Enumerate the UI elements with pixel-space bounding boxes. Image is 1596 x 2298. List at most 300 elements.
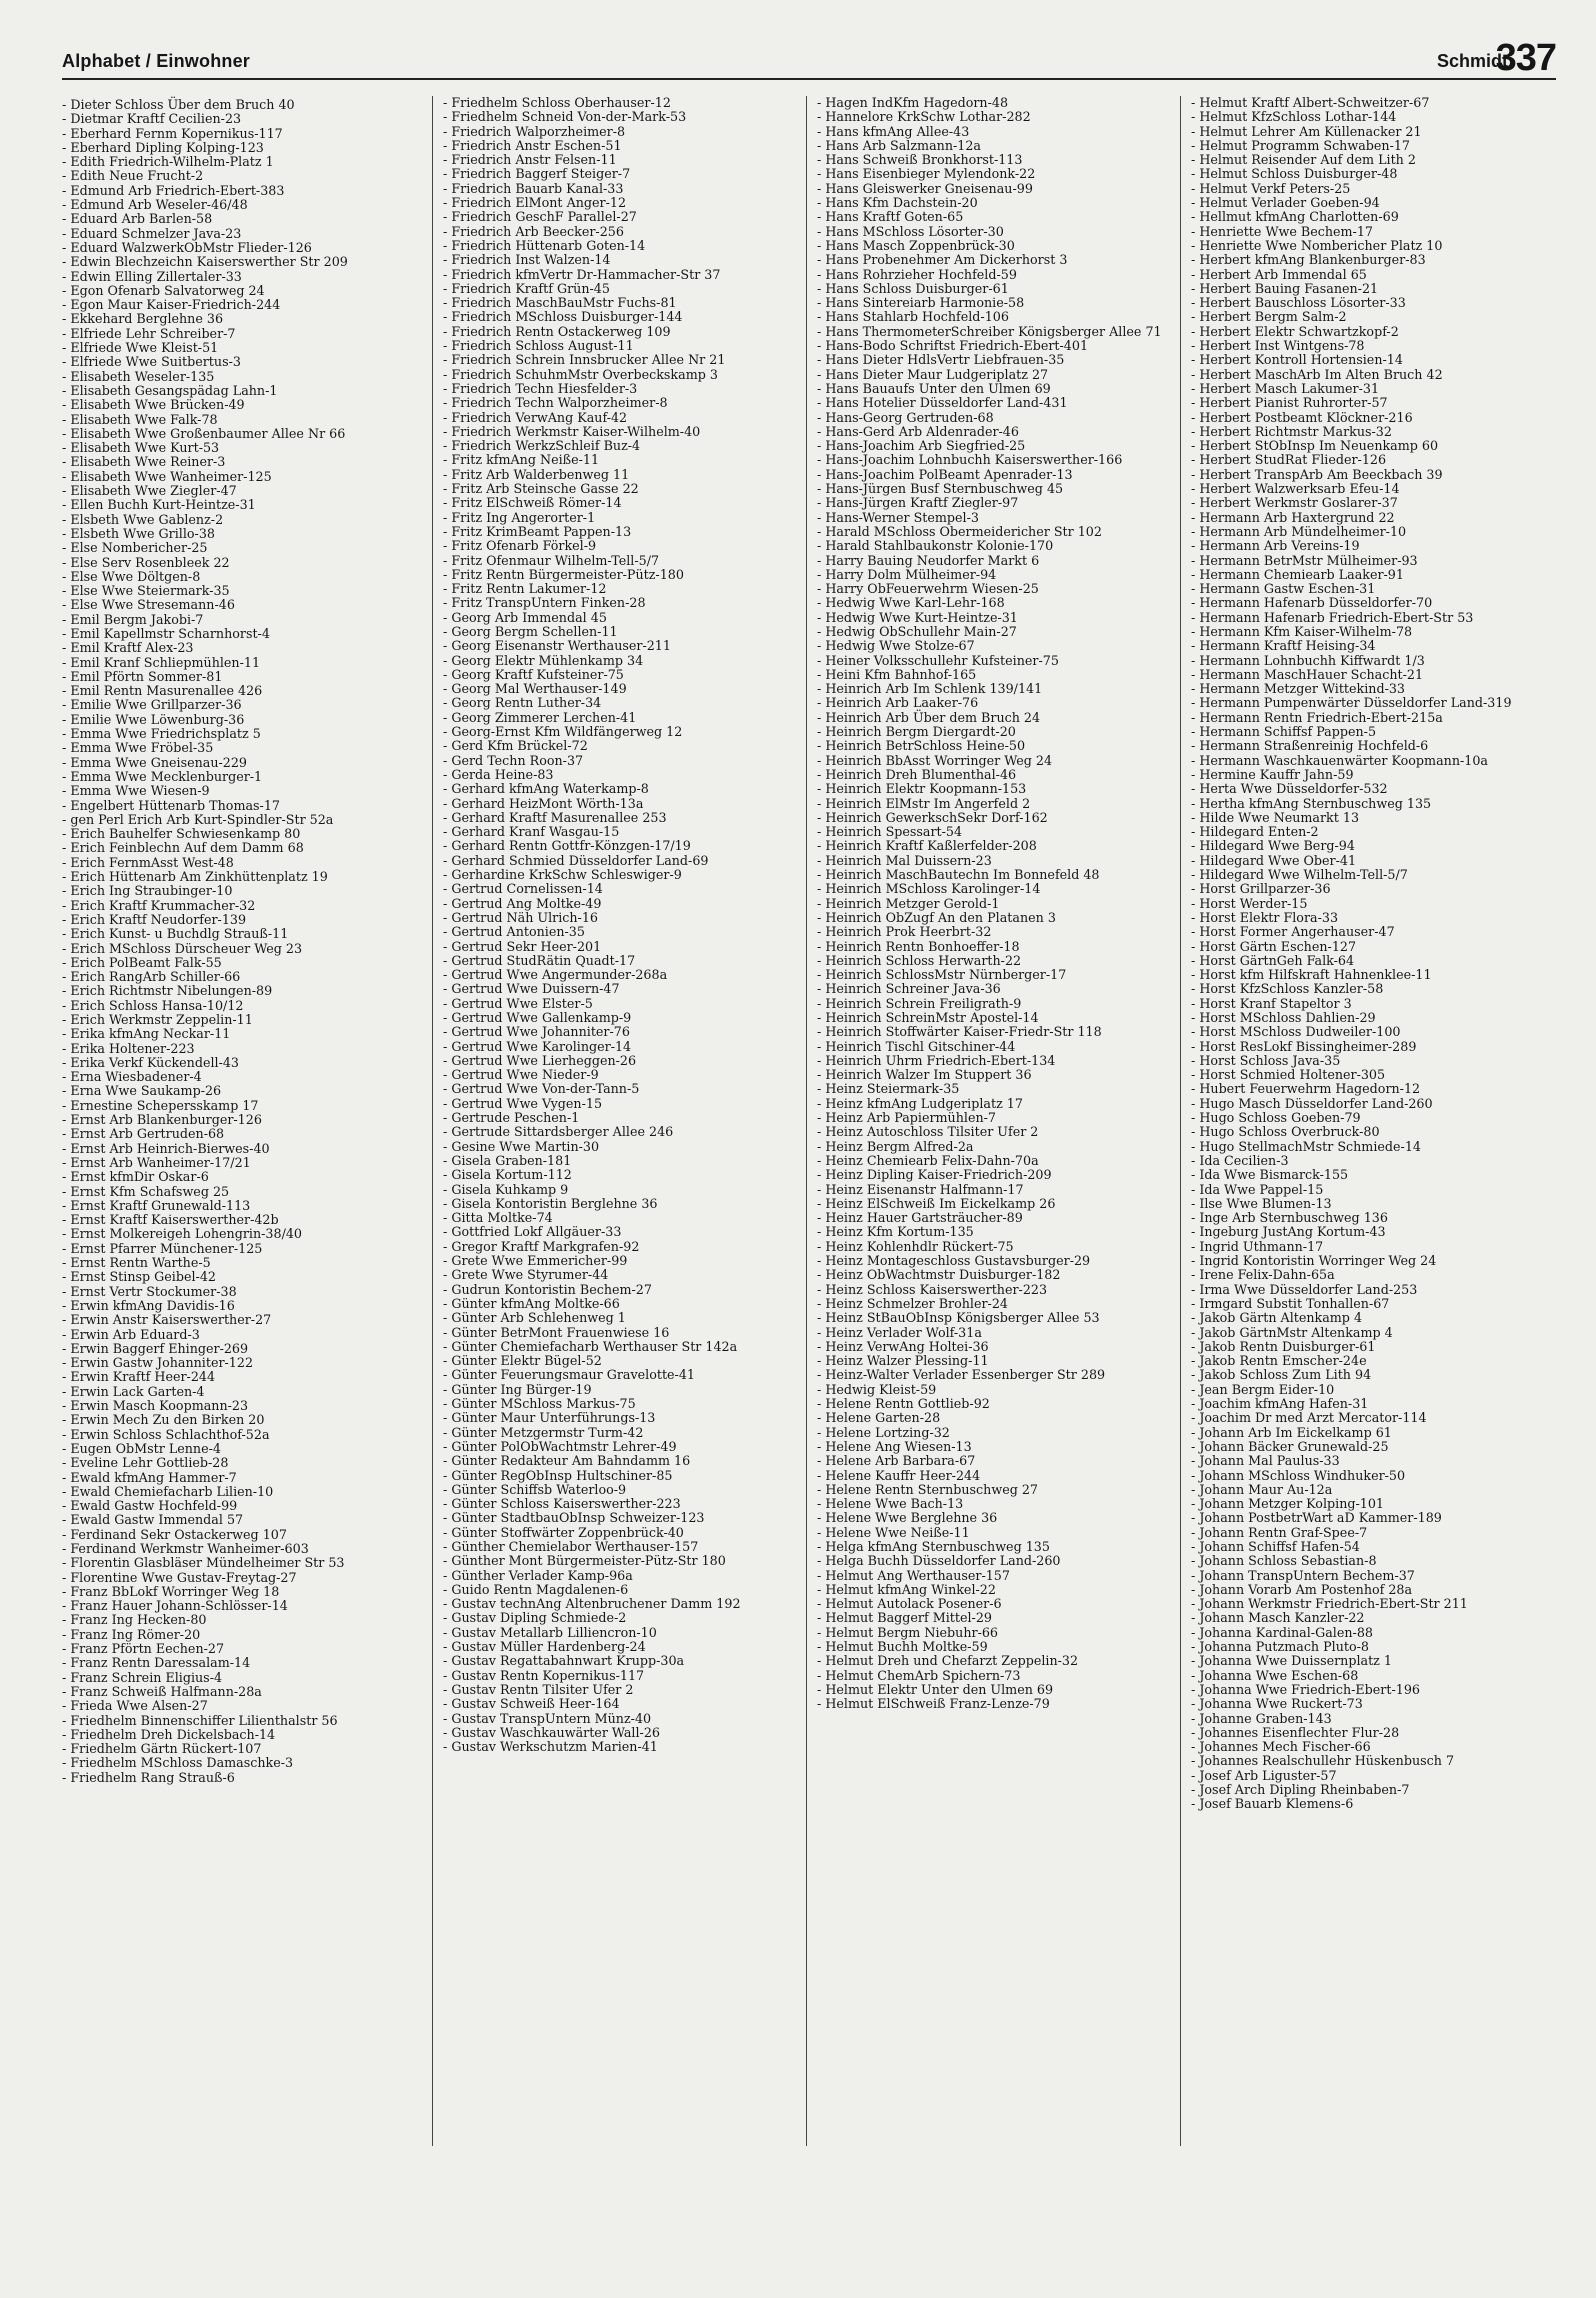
directory-entry: - Hans Kraftf Goten-65 — [817, 210, 1177, 224]
directory-entry: - Hans-Bodo Schriftst Friedrich-Ebert-401 — [817, 339, 1177, 353]
directory-entry: - Heinz ObWachtmstr Duisburger-182 — [817, 1268, 1177, 1282]
directory-entry: - Gerhardine KrkSchw Schleswiger-9 — [443, 868, 803, 882]
directory-entry: - Hans Probenehmer Am Dickerhorst 3 — [817, 253, 1177, 267]
directory-entry: - Friedrich ElMont Anger-12 — [443, 196, 803, 210]
directory-entry: - Günter Elektr Bügel-52 — [443, 1354, 803, 1368]
directory-entry: - Elisabeth Wwe Falk-78 — [62, 413, 422, 427]
directory-entry: - Helga Buchh Düsseldorfer Land-260 — [817, 1554, 1177, 1568]
directory-entry: - Florentin Glasbläser Mündelheimer Str 53 — [62, 1556, 422, 1570]
directory-entry: - Ernst Stinsp Geibel-42 — [62, 1270, 422, 1284]
directory-entry: - Helmut Baggerf Mittel-29 — [817, 1611, 1177, 1625]
directory-entry: - Erika Verkf Kückendell-43 — [62, 1056, 422, 1070]
directory-entry: - Gisela Kuhkamp 9 — [443, 1183, 803, 1197]
directory-entry: - Heinrich Uhrm Friedrich-Ebert-134 — [817, 1054, 1177, 1068]
directory-entry: - Friedhelm Gärtn Rückert-107 — [62, 1742, 422, 1756]
directory-entry: - Günter Ing Bürger-19 — [443, 1383, 803, 1397]
directory-entry: - Heinrich BbAsst Worringer Weg 24 — [817, 754, 1177, 768]
column-2 — [432, 96, 803, 2146]
directory-entry: - Johann Werkmstr Friedrich-Ebert-Str 211 — [1191, 1597, 1551, 1611]
directory-entry: - Erich FernmAsst West-48 — [62, 856, 422, 870]
directory-entry: - Irmgard Substit Tonhallen-67 — [1191, 1297, 1551, 1311]
directory-entry: - Günter Arb Schlehenweg 1 — [443, 1311, 803, 1325]
directory-entry: - Gertrude Sittardsberger Allee 246 — [443, 1125, 803, 1139]
directory-entry: - Hertha kfmAng Sternbuschweg 135 — [1191, 797, 1551, 811]
directory-entry: - Günter Schloss Kaiserswerther-223 — [443, 1497, 803, 1511]
directory-entry: - Eduard WalzwerkObMstr Flieder-126 — [62, 241, 422, 255]
directory-entry: - Harry Bauing Neudorfer Markt 6 — [817, 554, 1177, 568]
directory-entry: - Gerda Heine-83 — [443, 768, 803, 782]
directory-entry: - Edith Neue Frucht-2 — [62, 169, 422, 183]
directory-entry: - Ernst Arb Blankenburger-126 — [62, 1113, 422, 1127]
directory-entry: - Gertrud Cornelissen-14 — [443, 882, 803, 896]
directory-entry: - Hans Hotelier Düsseldorfer Land-431 — [817, 396, 1177, 410]
directory-entry: - Johann Schloss Sebastian-8 — [1191, 1554, 1551, 1568]
directory-entry: - Gerhard HeizMont Wörth-13a — [443, 797, 803, 811]
directory-entry: - Hans Bauaufs Unter den Ulmen 69 — [817, 382, 1177, 396]
directory-entry: - Edwin Elling Zillertaler-33 — [62, 270, 422, 284]
directory-entry: - Ewald kfmAng Hammer-7 — [62, 1471, 422, 1485]
directory-entry: - Elisabeth Wwe Kurt-53 — [62, 441, 422, 455]
directory-entry: - Heinrich ObZugf An den Platanen 3 — [817, 911, 1177, 925]
directory-entry: - Hermann Hafenarb Friedrich-Ebert-Str 53 — [1191, 611, 1551, 625]
directory-entry: - Hans Dieter HdlsVertr Liebfrauen-35 — [817, 353, 1177, 367]
directory-entry: - Ernst Pfarrer Münchener-125 — [62, 1242, 422, 1256]
directory-entry: - Hans Stahlarb Hochfeld-106 — [817, 310, 1177, 324]
directory-entry: - Georg Bergm Schellen-11 — [443, 625, 803, 639]
directory-entry: - Edmund Arb Weseler-46/48 — [62, 198, 422, 212]
directory-entry: - Hermine Kauffr Jahn-59 — [1191, 768, 1551, 782]
directory-entry: - Heinrich Bergm Diergardt-20 — [817, 725, 1177, 739]
directory-entry: - Hans Kfm Dachstein-20 — [817, 196, 1177, 210]
directory-entry: - Heinrich Spessart-54 — [817, 825, 1177, 839]
directory-entry: - Helmut Dreh und Chefarzt Zeppelin-32 — [817, 1654, 1177, 1668]
directory-entry: - Erich Werkmstr Zeppelin-11 — [62, 1013, 422, 1027]
directory-entry: - Emma Wwe Gneisenau-229 — [62, 756, 422, 770]
directory-entry: - Friedhelm Dreh Dickelsbach-14 — [62, 1728, 422, 1742]
directory-entry: - Eugen ObMstr Lenne-4 — [62, 1442, 422, 1456]
directory-entry: - Johann Masch Kanzler-22 — [1191, 1611, 1551, 1625]
directory-entry: - Heinrich Arb Laaker-76 — [817, 696, 1177, 710]
directory-entry: - Horst GärtnGeh Falk-64 — [1191, 954, 1551, 968]
directory-entry: - Johann Vorarb Am Postenhof 28a — [1191, 1583, 1551, 1597]
directory-entry: - Hermann Arb Vereins-19 — [1191, 539, 1551, 553]
directory-entry: - Herbert Richtmstr Markus-32 — [1191, 425, 1551, 439]
directory-entry: - Heinrich Rentn Bonhoeffer-18 — [817, 940, 1177, 954]
directory-entry: - Herbert Pianist Ruhrorter-57 — [1191, 396, 1551, 410]
directory-entry: - Hermann Straßenreinig Hochfeld-6 — [1191, 739, 1551, 753]
directory-entry: - Erika kfmAng Neckar-11 — [62, 1027, 422, 1041]
directory-entry: - Harry ObFeuerwehrm Wiesen-25 — [817, 582, 1177, 596]
directory-entry: - Heinz kfmAng Ludgeriplatz 17 — [817, 1097, 1177, 1111]
directory-entry: - Hans-Jürgen Busf Sternbuschweg 45 — [817, 482, 1177, 496]
directory-entry: - Eveline Lehr Gottlieb-28 — [62, 1456, 422, 1470]
directory-entry: - Fritz Ofenmaur Wilhelm-Tell-5/7 — [443, 554, 803, 568]
directory-entry: - Josef Arb Liguster-57 — [1191, 1769, 1551, 1783]
directory-entry: - Johann Schiffsf Hafen-54 — [1191, 1540, 1551, 1554]
directory-entry: - Gisela Kortum-112 — [443, 1168, 803, 1182]
directory-entry: - Horst ResLokf Bissingheimer-289 — [1191, 1040, 1551, 1054]
directory-entry: - Hagen IndKfm Hagedorn-48 — [817, 96, 1177, 110]
directory-entry: - Heinrich Prok Heerbrt-32 — [817, 925, 1177, 939]
directory-entry: - Herbert Elektr Schwartzkopf-2 — [1191, 325, 1551, 339]
directory-entry: - Ernst Arb Gertruden-68 — [62, 1127, 422, 1141]
directory-entry: - Friedrich Baggerf Steiger-7 — [443, 167, 803, 181]
directory-entry: - Helene Wwe Bach-13 — [817, 1497, 1177, 1511]
directory-entry: - Heinz Bergm Alfred-2a — [817, 1140, 1177, 1154]
directory-entry: - Ernst Kfm Schafsweg 25 — [62, 1185, 422, 1199]
directory-entry: - Else Wwe Steiermark-35 — [62, 584, 422, 598]
directory-entry: - Heinz StBauObInsp Königsberger Allee 53 — [817, 1311, 1177, 1325]
directory-entry: - Herbert Bergm Salm-2 — [1191, 310, 1551, 324]
directory-entry: - Johannes Mech Fischer-66 — [1191, 1740, 1551, 1754]
directory-entry: - Herbert Arb Immendal 65 — [1191, 268, 1551, 282]
directory-entry: - Franz BbLokf Worringer Weg 18 — [62, 1585, 422, 1599]
directory-entry: - Friedhelm MSchloss Damaschke-3 — [62, 1756, 422, 1770]
directory-entry: - Hermann BetrMstr Mülheimer-93 — [1191, 554, 1551, 568]
directory-entry: - Hans Arb Salzmann-12a — [817, 139, 1177, 153]
directory-entry: - Helene Lortzing-32 — [817, 1426, 1177, 1440]
directory-entry: - Erich RangArb Schiller-66 — [62, 970, 422, 984]
directory-entry: - Johann Mal Paulus-33 — [1191, 1454, 1551, 1468]
directory-entry: - Emma Wwe Fröbel-35 — [62, 741, 422, 755]
directory-entry: - Georg Rentn Luther-34 — [443, 696, 803, 710]
directory-entry: - Ernst Molkereigeh Lohengrin-38/40 — [62, 1227, 422, 1241]
directory-entry: - Horst MSchloss Dahlien-29 — [1191, 1011, 1551, 1025]
directory-entry: - Gertrud Antonien-35 — [443, 925, 803, 939]
directory-entry: - Erwin Lack Garten-4 — [62, 1385, 422, 1399]
directory-entry: - Hildegard Wwe Wilhelm-Tell-5/7 — [1191, 868, 1551, 882]
directory-entry: - Heinz Arb Papiermühlen-7 — [817, 1111, 1177, 1125]
directory-entry: - Friedrich Hüttenarb Goten-14 — [443, 239, 803, 253]
directory-entry: - Helmut Kraftf Albert-Schweitzer-67 — [1191, 96, 1551, 110]
directory-entry: - Friedrich Anstr Eschen-51 — [443, 139, 803, 153]
directory-entry: - Erika Holtener-223 — [62, 1042, 422, 1056]
directory-entry: - Hans MSchloss Lösorter-30 — [817, 225, 1177, 239]
directory-entry: - Hildegard Enten-2 — [1191, 825, 1551, 839]
directory-entry: - Horst MSchloss Dudweiler-100 — [1191, 1025, 1551, 1039]
directory-entry: - Engelbert Hüttenarb Thomas-17 — [62, 799, 422, 813]
directory-entry: - Günter RegObInsp Hultschiner-85 — [443, 1469, 803, 1483]
directory-entry: - Friedrich Techn Hiesfelder-3 — [443, 382, 803, 396]
directory-entry: - Günter StadtbauObInsp Schweizer-123 — [443, 1511, 803, 1525]
directory-entry: - Hermann Rentn Friedrich-Ebert-215a — [1191, 711, 1551, 725]
directory-entry: - Heinrich Schreiner Java-36 — [817, 982, 1177, 996]
directory-entry: - Ernst kfmDir Oskar-6 — [62, 1170, 422, 1184]
directory-entry: - Helene Wwe Neiße-11 — [817, 1526, 1177, 1540]
directory-entry: - Herta Wwe Düsseldorfer-532 — [1191, 782, 1551, 796]
directory-entry: - Georg Eisenanstr Werthauser-211 — [443, 639, 803, 653]
directory-entry: - Hermann Lohnbuchh Kiffwardt 1/3 — [1191, 654, 1551, 668]
directory-entry: - Gertrud Wwe Von-der-Tann-5 — [443, 1082, 803, 1096]
directory-entry: - Helmut ElSchweiß Franz-Lenze-79 — [817, 1697, 1177, 1711]
directory-entry: - Erich Schloss Hansa-10/12 — [62, 999, 422, 1013]
directory-entry: - Erwin Anstr Kaiserswerther-27 — [62, 1313, 422, 1327]
directory-entry: - Heinrich Arb Im Schlenk 139/141 — [817, 682, 1177, 696]
directory-entry: - Hans-Gerd Arb Aldenrader-46 — [817, 425, 1177, 439]
directory-entry: - Hans Eisenbieger Mylendonk-22 — [817, 167, 1177, 181]
directory-entry: - Friedrich Rentn Ostackerweg 109 — [443, 325, 803, 339]
directory-entry: - Ernst Vertr Stockumer-38 — [62, 1285, 422, 1299]
directory-entry: - Herbert Masch Lakumer-31 — [1191, 382, 1551, 396]
column-3 — [806, 96, 1177, 2146]
directory-entry: - Hugo Masch Düsseldorfer Land-260 — [1191, 1097, 1551, 1111]
directory-entry: - Edith Friedrich-Wilhelm-Platz 1 — [62, 155, 422, 169]
directory-entry: - Gesine Wwe Martin-30 — [443, 1140, 803, 1154]
directory-entry: - Günter MSchloss Markus-75 — [443, 1397, 803, 1411]
directory-entry: - Erich Richtmstr Nibelungen-89 — [62, 984, 422, 998]
directory-entry: - Heinrich Metzger Gerold-1 — [817, 897, 1177, 911]
directory-entry: - Johann Metzger Kolping-101 — [1191, 1497, 1551, 1511]
directory-entry: - Erwin Arb Eduard-3 — [62, 1328, 422, 1342]
directory-entry: - Gottfried Lokf Allgäuer-33 — [443, 1225, 803, 1239]
directory-entry: - Helene Rentn Gottlieb-92 — [817, 1397, 1177, 1411]
directory-entry: - Hubert Feuerwehrm Hagedorn-12 — [1191, 1082, 1551, 1096]
directory-entry: - Gustav Schweiß Heer-164 — [443, 1697, 803, 1711]
directory-entry: - Hermann Kraftf Heising-34 — [1191, 639, 1551, 653]
directory-entry: - Gustav Müller Hardenberg-24 — [443, 1640, 803, 1654]
directory-entry: - Friedrich Schrein Innsbrucker Allee Nr 21 — [443, 353, 803, 367]
directory-entry: - Johanna Wwe Eschen-68 — [1191, 1669, 1551, 1683]
directory-entry: - Friedrich Techn Walporzheimer-8 — [443, 396, 803, 410]
directory-entry: - Gerhard kfmAng Waterkamp-8 — [443, 782, 803, 796]
directory-entry: - Heinz ElSchweiß Im Eickelkamp 26 — [817, 1197, 1177, 1211]
directory-entry: - Günter Metzgermstr Turm-42 — [443, 1426, 803, 1440]
directory-entry: - Ferdinand Werkmstr Wanheimer-603 — [62, 1542, 422, 1556]
directory-entry: - Fritz ElSchweiß Römer-14 — [443, 496, 803, 510]
directory-entry: - Elsbeth Wwe Gablenz-2 — [62, 513, 422, 527]
directory-entry: - Henriette Wwe Nombericher Platz 10 — [1191, 239, 1551, 253]
directory-entry: - Johann Arb Im Eickelkamp 61 — [1191, 1426, 1551, 1440]
directory-entry: - Erich Ing Straubinger-10 — [62, 884, 422, 898]
directory-entry: - Erwin Baggerf Ehinger-269 — [62, 1342, 422, 1356]
directory-entry: - Hans Masch Zoppenbrück-30 — [817, 239, 1177, 253]
directory-entry: - Johannes Realschullehr Hüskenbusch 7 — [1191, 1754, 1551, 1768]
directory-entry: - Emil Rentn Masurenallee 426 — [62, 684, 422, 698]
directory-entry: - Hellmut kfmAng Charlotten-69 — [1191, 210, 1551, 224]
directory-entry: - Elisabeth Wwe Großenbaumer Allee Nr 66 — [62, 427, 422, 441]
directory-entry: - Gertrud StudRätin Quadt-17 — [443, 954, 803, 968]
directory-entry: - Heinz Autoschloss Tilsiter Ufer 2 — [817, 1125, 1177, 1139]
directory-entry: - Ernestine Schepersskamp 17 — [62, 1099, 422, 1113]
directory-entry: - Gitta Moltke-74 — [443, 1211, 803, 1225]
directory-entry: - Herbert Werkmstr Goslarer-37 — [1191, 496, 1551, 510]
directory-entry: - Heinz Verlader Wolf-31a — [817, 1326, 1177, 1340]
directory-entry: - Florentine Wwe Gustav-Freytag-27 — [62, 1571, 422, 1585]
directory-entry: - Hans Sintereiarb Harmonie-58 — [817, 296, 1177, 310]
directory-entry: - Fritz Rentn Bürgermeister-Pütz-180 — [443, 568, 803, 582]
directory-entry: - Edwin Blechzeichn Kaiserswerther Str 209 — [62, 255, 422, 269]
directory-entry: - Georg Mal Werthauser-149 — [443, 682, 803, 696]
directory-entry: - Johann Bäcker Grunewald-25 — [1191, 1440, 1551, 1454]
directory-entry: - Horst kfm Hilfskraft Hahnenklee-11 — [1191, 968, 1551, 982]
directory-entry: - Günter Schiffsb Waterloo-9 — [443, 1483, 803, 1497]
directory-entry: - Jakob GärtnMstr Altenkamp 4 — [1191, 1326, 1551, 1340]
directory-entry: - Gertrud Sekr Heer-201 — [443, 940, 803, 954]
directory-entry: - Jean Bergm Eider-10 — [1191, 1383, 1551, 1397]
directory-entry: - Günter PolObWachtmstr Lehrer-49 — [443, 1440, 803, 1454]
directory-entry: - Erna Wiesbadener-4 — [62, 1070, 422, 1084]
directory-entry: - Gudrun Kontoristin Bechem-27 — [443, 1283, 803, 1297]
directory-entry: - Heiner Volksschullehr Kufsteiner-75 — [817, 654, 1177, 668]
directory-entry: - Gertrud Wwe Angermunder-268a — [443, 968, 803, 982]
directory-entry: - Günter Redakteur Am Bahndamm 16 — [443, 1454, 803, 1468]
directory-entry: - Heinz VerwAng Holtei-36 — [817, 1340, 1177, 1354]
directory-entry: - Friedhelm Schloss Oberhauser-12 — [443, 96, 803, 110]
directory-entry: - Helmut Ang Werthauser-157 — [817, 1569, 1177, 1583]
directory-entry: - Erich PolBeamt Falk-55 — [62, 956, 422, 970]
directory-entry: - Jakob Rentn Duisburger-61 — [1191, 1340, 1551, 1354]
directory-entry: - Günter Maur Unterführungs-13 — [443, 1411, 803, 1425]
directory-entry: - Georg Elektr Mühlenkamp 34 — [443, 654, 803, 668]
directory-entry: - Helmut Buchh Moltke-59 — [817, 1640, 1177, 1654]
directory-entry: - Friedrich Bauarb Kanal-33 — [443, 182, 803, 196]
directory-entry: - Hermann Gastw Eschen-31 — [1191, 582, 1551, 596]
directory-entry: - Heinz Hauer Gartsträucher-89 — [817, 1211, 1177, 1225]
directory-entry: - Fritz KrimBeamt Pappen-13 — [443, 525, 803, 539]
directory-entry: - Heinz Schloss Kaiserswerther-223 — [817, 1283, 1177, 1297]
directory-entry: - Helmut Programm Schwaben-17 — [1191, 139, 1551, 153]
directory-entry: - Gertrud Wwe Gallenkamp-9 — [443, 1011, 803, 1025]
directory-entry: - Heinrich Elektr Koopmann-153 — [817, 782, 1177, 796]
directory-entry: - Heinrich MSchloss Karolinger-14 — [817, 882, 1177, 896]
directory-entry: - Jakob Rentn Emscher-24e — [1191, 1354, 1551, 1368]
directory-entry: - Else Wwe Döltgen-8 — [62, 570, 422, 584]
directory-entry: - Erwin Schloss Schlachthof-52a — [62, 1428, 422, 1442]
directory-entry: - Horst Grillparzer-36 — [1191, 882, 1551, 896]
directory-entry: - Gertrud Wwe Duissern-47 — [443, 982, 803, 996]
page-header — [62, 30, 1556, 80]
directory-entry: - Heinrich BetrSchloss Heine-50 — [817, 739, 1177, 753]
directory-entry: - Gisela Graben-181 — [443, 1154, 803, 1168]
directory-entry: - Helmut Reisender Auf dem Lith 2 — [1191, 153, 1551, 167]
directory-entry: - Heinz Chemiearb Felix-Dahn-70a — [817, 1154, 1177, 1168]
directory-entry: - gen Perl Erich Arb Kurt-Spindler-Str 52a — [62, 813, 422, 827]
directory-entry: - Irma Wwe Düsseldorfer Land-253 — [1191, 1283, 1551, 1297]
directory-entry: - Friedrich Inst Walzen-14 — [443, 253, 803, 267]
directory-entry: - Gustav Metallarb Lilliencron-10 — [443, 1626, 803, 1640]
directory-entry: - Erwin Kraftf Heer-244 — [62, 1370, 422, 1384]
directory-entry: - Friedrich Walporzheimer-8 — [443, 125, 803, 139]
directory-entry: - Harry Dolm Mülheimer-94 — [817, 568, 1177, 582]
directory-entry: - Ingeburg JustAng Kortum-43 — [1191, 1225, 1551, 1239]
directory-entry: - Elisabeth Wwe Brücken-49 — [62, 398, 422, 412]
directory-entry: - Herbert StObInsp Im Neuenkamp 60 — [1191, 439, 1551, 453]
directory-entry: - Gisela Kontoristin Berglehne 36 — [443, 1197, 803, 1211]
directory-entry: - Ida Wwe Bismarck-155 — [1191, 1168, 1551, 1182]
directory-entry: - Egon Ofenarb Salvatorweg 24 — [62, 284, 422, 298]
directory-entry: - Günter Chemiefacharb Werthauser Str 142a — [443, 1340, 803, 1354]
directory-entry: - Emil Pförtn Sommer-81 — [62, 670, 422, 684]
directory-entry: - Ernst Arb Heinrich-Bierwes-40 — [62, 1142, 422, 1156]
directory-entry: - Georg Zimmerer Lerchen-41 — [443, 711, 803, 725]
directory-entry: - Fritz Arb Walderbenweg 11 — [443, 468, 803, 482]
directory-entry: - Hermann Arb Mündelheimer-10 — [1191, 525, 1551, 539]
page-number: 337 — [1495, 37, 1556, 79]
directory-entry: - Erich Kraftf Krummacher-32 — [62, 899, 422, 913]
directory-entry: - Gertrud Näh Ulrich-16 — [443, 911, 803, 925]
directory-entry: - Horst KfzSchloss Kanzler-58 — [1191, 982, 1551, 996]
directory-entry: - Irene Felix-Dahn-65a — [1191, 1268, 1551, 1282]
directory-entry: - Horst Elektr Flora-33 — [1191, 911, 1551, 925]
directory-entry: - Horst Gärtn Eschen-127 — [1191, 940, 1551, 954]
directory-entry: - Günther Chemielabor Werthauser-157 — [443, 1540, 803, 1554]
directory-entry: - Ferdinand Sekr Ostackerweg 107 — [62, 1528, 422, 1542]
directory-entry: - Hedwig ObSchullehr Main-27 — [817, 625, 1177, 639]
directory-entry: - Hugo Schloss Goeben-79 — [1191, 1111, 1551, 1125]
directory-entry: - Georg Kraftf Kufsteiner-75 — [443, 668, 803, 682]
directory-entry: - Hermann Metzger Wittekind-33 — [1191, 682, 1551, 696]
directory-entry: - Gerd Techn Roon-37 — [443, 754, 803, 768]
directory-entry: - Hermann Schiffsf Pappen-5 — [1191, 725, 1551, 739]
directory-entry: - Heinz Kfm Kortum-135 — [817, 1225, 1177, 1239]
directory-entry: - Heinz Walzer Plessing-11 — [817, 1354, 1177, 1368]
directory-entry: - Gerhard Kraftf Masurenallee 253 — [443, 811, 803, 825]
directory-entry: - Heinrich Tischl Gitschiner-44 — [817, 1040, 1177, 1054]
directory-entry: - Ida Cecilien-3 — [1191, 1154, 1551, 1168]
directory-entry: - Else Nombericher-25 — [62, 541, 422, 555]
directory-entry: - Helene Kauffr Heer-244 — [817, 1469, 1177, 1483]
directory-entry: - Heinrich Mal Duissern-23 — [817, 854, 1177, 868]
directory-entry: - Erich Kunst- u Buchdlg Strauß-11 — [62, 927, 422, 941]
directory-entry: - Günther Verlader Kamp-96a — [443, 1569, 803, 1583]
directory-entry: - Helene Wwe Berglehne 36 — [817, 1511, 1177, 1525]
directory-entry: - Ernst Kraftf Kaiserswerther-42b — [62, 1213, 422, 1227]
directory-entry: - Hermann Kfm Kaiser-Wilhelm-78 — [1191, 625, 1551, 639]
directory-entry: - Hans-Jürgen Kraftf Ziegler-97 — [817, 496, 1177, 510]
directory-entry: - Hans Gleiswerker Gneisenau-99 — [817, 182, 1177, 196]
directory-entry: - Emma Wwe Wiesen-9 — [62, 784, 422, 798]
directory-entry: - Edmund Arb Friedrich-Ebert-383 — [62, 184, 422, 198]
directory-entry: - Georg-Ernst Kfm Wildfängerweg 12 — [443, 725, 803, 739]
directory-entry: - Erwin Mech Zu den Birken 20 — [62, 1413, 422, 1427]
directory-entry: - Friedrich GeschF Parallel-27 — [443, 210, 803, 224]
directory-entry: - Fritz Ofenarb Förkel-9 — [443, 539, 803, 553]
directory-entry: - Erich Kraftf Neudorfer-139 — [62, 913, 422, 927]
directory-entry: - Hans ThermometerSchreiber Königsberger Allee 71 — [817, 325, 1177, 339]
directory-entry: - Hildegard Wwe Berg-94 — [1191, 839, 1551, 853]
directory-entry: - Friedrich Schloss August-11 — [443, 339, 803, 353]
directory-entry: - Hans-Werner Stempel-3 — [817, 511, 1177, 525]
directory-entry: - Elsbeth Wwe Grillo-38 — [62, 527, 422, 541]
column-4 — [1180, 96, 1551, 2146]
directory-entry: - Johann Rentn Graf-Spee-7 — [1191, 1526, 1551, 1540]
directory-entry: - Horst Schloss Java-35 — [1191, 1054, 1551, 1068]
directory-entry: - Grete Wwe Emmericher-99 — [443, 1254, 803, 1268]
directory-entry: - Gertrud Wwe Elster-5 — [443, 997, 803, 1011]
directory-entry: - Hermann Pumpenwärter Düsseldorfer Land-319 — [1191, 696, 1551, 710]
directory-entry: - Hannelore KrkSchw Lothar-282 — [817, 110, 1177, 124]
directory-entry: - Heinz-Walter Verlader Essenberger Str 289 — [817, 1368, 1177, 1382]
directory-entry: - Friedhelm Rang Strauß-6 — [62, 1771, 422, 1785]
directory-entry: - Elisabeth Wwe Ziegler-47 — [62, 484, 422, 498]
directory-entry: - Helene Ang Wiesen-13 — [817, 1440, 1177, 1454]
directory-entry: - Heinrich SchlossMstr Nürnberger-17 — [817, 968, 1177, 982]
directory-entry: - Georg Arb Immendal 45 — [443, 611, 803, 625]
directory-entry: - Helmut Schloss Duisburger-48 — [1191, 167, 1551, 181]
directory-entry: - Friedrich Werkmstr Kaiser-Wilhelm-40 — [443, 425, 803, 439]
directory-entry: - Gerd Kfm Brückel-72 — [443, 739, 803, 753]
directory-entry: - Helene Garten-28 — [817, 1411, 1177, 1425]
directory-entry: - Helmut KfzSchloss Lothar-144 — [1191, 110, 1551, 124]
directory-entry: - Hildegard Wwe Ober-41 — [1191, 854, 1551, 868]
directory-entry: - Hermann Arb Haxtergrund 22 — [1191, 511, 1551, 525]
directory-entry: - Hans Dieter Maur Ludgeriplatz 27 — [817, 368, 1177, 382]
directory-entry: - Franz Hauer Johann-Schlösser-14 — [62, 1599, 422, 1613]
directory-entry: - Eberhard Dipling Kolping-123 — [62, 141, 422, 155]
directory-entry: - Helmut Lehrer Am Küllenacker 21 — [1191, 125, 1551, 139]
directory-entry: - Franz Rentn Daressalam-14 — [62, 1656, 422, 1670]
directory-entry: - Gustav Rentn Tilsiter Ufer 2 — [443, 1683, 803, 1697]
